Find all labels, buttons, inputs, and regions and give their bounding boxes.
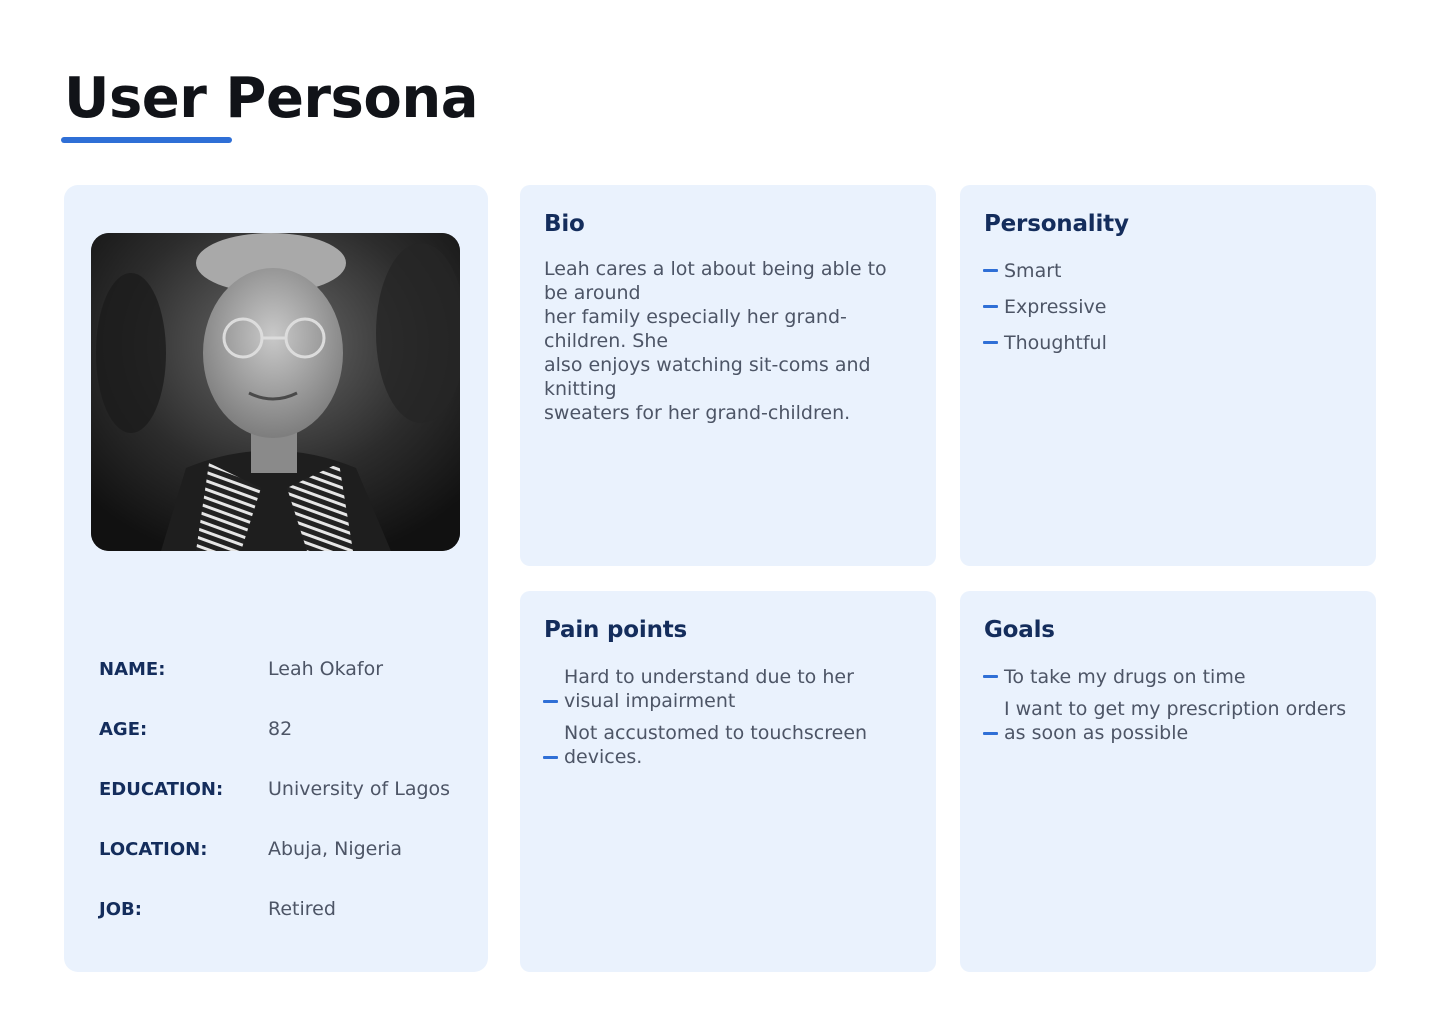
- dash-bullet-icon: [983, 269, 998, 272]
- list-item-text: Thoughtful: [1004, 332, 1107, 354]
- job-value: Retired: [268, 898, 336, 920]
- detail-row-job: [99, 896, 469, 956]
- location-value: Abuja, Nigeria: [268, 838, 403, 860]
- goals-list: [984, 665, 1354, 753]
- list-item-text: Expressive: [1004, 296, 1107, 318]
- personality-card: [960, 185, 1376, 566]
- title-underline: [61, 137, 232, 143]
- pain-points-heading: Pain points: [544, 617, 688, 643]
- name-label: NAME:: [99, 659, 166, 680]
- list-item-text: I want to get my prescription orders as soon as possible: [1004, 698, 1347, 744]
- goals-card: [960, 591, 1376, 972]
- dash-bullet-icon: [983, 305, 998, 308]
- bio-text: Leah cares a lot about being able to be around her family especially her grand-children. She also enjoys watching sit-coms and knitting sweaters for her grand-children.: [544, 258, 887, 424]
- page-title: User Persona: [64, 66, 478, 131]
- dash-bullet-icon: [543, 700, 558, 703]
- list-item-text: Not accustomed to touchscreen devices.: [564, 722, 868, 768]
- personality-list: [984, 259, 1354, 367]
- goals-heading: Goals: [984, 617, 1055, 643]
- detail-row-name: [99, 656, 469, 716]
- persona-photo: [91, 233, 460, 551]
- list-item: [984, 665, 1354, 689]
- list-item: [544, 665, 914, 713]
- list-item-text: To take my drugs on time: [1004, 666, 1246, 688]
- list-item: [984, 697, 1354, 745]
- detail-row-age: [99, 716, 469, 776]
- dash-bullet-icon: [983, 732, 998, 735]
- bio-card: [520, 185, 936, 566]
- detail-row-location: [99, 836, 469, 896]
- location-label: LOCATION:: [99, 839, 208, 860]
- list-item-text: Hard to understand due to her visual impairment: [564, 666, 854, 712]
- profile-card: [64, 185, 488, 972]
- persona-details: [99, 656, 469, 956]
- job-label: JOB:: [99, 899, 142, 920]
- bio-heading: Bio: [544, 211, 585, 237]
- dash-bullet-icon: [983, 341, 998, 344]
- list-item: [984, 259, 1354, 283]
- dash-bullet-icon: [983, 675, 998, 678]
- name-value: Leah Okafor: [268, 658, 384, 680]
- dash-bullet-icon: [543, 756, 558, 759]
- pain-points-list: [544, 665, 914, 777]
- personality-heading: Personality: [984, 211, 1129, 237]
- list-item-text: Smart: [1004, 260, 1062, 282]
- persona-photo-illustration: [91, 233, 460, 551]
- education-value: University of Lagos: [268, 778, 451, 800]
- list-item: [544, 721, 914, 769]
- age-label: AGE:: [99, 719, 148, 740]
- pain-points-card: [520, 591, 936, 972]
- list-item: [984, 331, 1354, 355]
- age-value: 82: [268, 718, 293, 740]
- education-label: EDUCATION:: [99, 779, 224, 800]
- detail-row-education: [99, 776, 469, 836]
- list-item: [984, 295, 1354, 319]
